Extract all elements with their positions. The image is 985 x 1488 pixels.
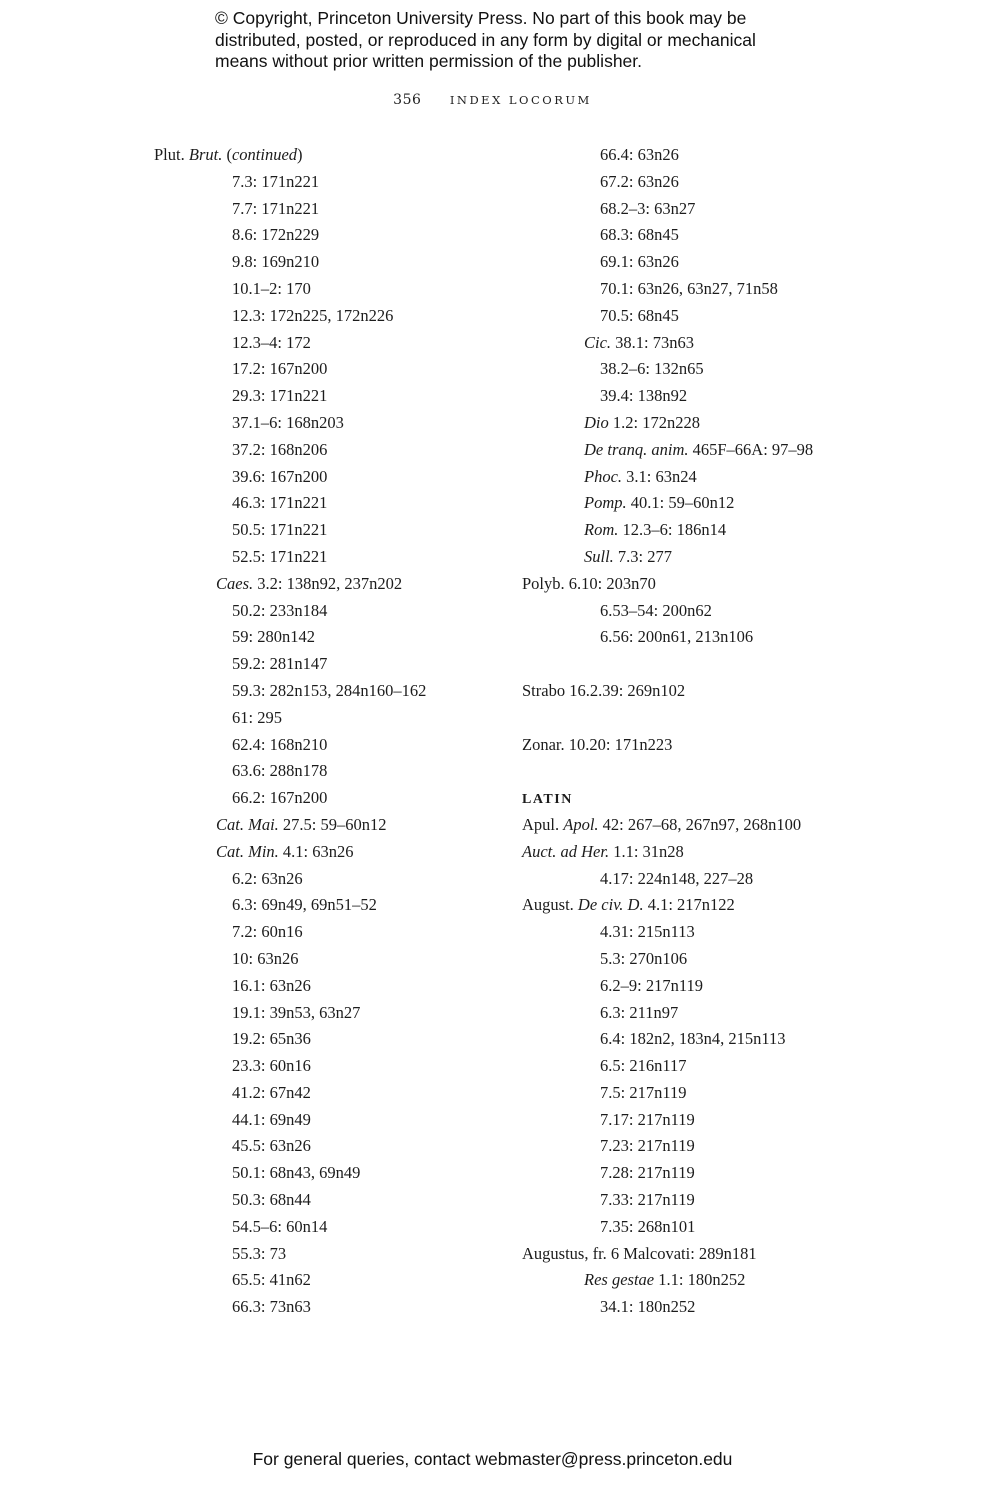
- entry-text: 59.2: 281n147: [232, 654, 328, 674]
- entry-text: 46.3: 171n221: [232, 493, 328, 513]
- work-title: Sull.: [584, 546, 614, 566]
- entry-text: 50.1: 68n43, 69n49: [232, 1163, 361, 1183]
- entry-text: 6.2: 63n26: [232, 868, 303, 888]
- index-entry: [522, 1000, 962, 1027]
- running-title: INDEX LOCORUM: [449, 93, 592, 107]
- entry-text: 70.5: 68n45: [600, 305, 679, 325]
- entry-text: 7.17: 217n119: [600, 1109, 695, 1129]
- entry-text: 61: 295: [232, 707, 282, 727]
- entry-spacer: [522, 651, 962, 678]
- entry-text: 8.6: 172n229: [232, 225, 320, 245]
- index-entry: [154, 169, 494, 196]
- index-entry: [522, 303, 962, 330]
- index-entry: [154, 1133, 494, 1160]
- entry-text: 54.5–6: 60n14: [232, 1216, 328, 1236]
- entry-text: August.: [522, 895, 578, 915]
- index-entry: [522, 1053, 962, 1080]
- entry-text: 68.3: 68n45: [600, 225, 679, 245]
- index-entry: [154, 383, 494, 410]
- entry-text: 55.3: 73: [232, 1243, 287, 1263]
- index-entry: [522, 1267, 962, 1294]
- index-entry: [154, 1080, 494, 1107]
- index-entry: [154, 1107, 494, 1134]
- entry-text: 66.4: 63n26: [600, 145, 679, 164]
- index-entry: [154, 410, 494, 437]
- index-entry: [154, 1160, 494, 1187]
- entry-text: 12.3: 172n225, 172n226: [232, 305, 394, 325]
- index-entry: [154, 1267, 494, 1294]
- entry-text: 12.3–4: 172: [232, 332, 311, 352]
- work-title: Pomp.: [584, 493, 627, 513]
- copyright-line: © Copyright, Princeton University Press. No part of this book may be: [215, 8, 747, 28]
- entry-text: 70.1: 63n26, 63n27, 71n58: [600, 278, 778, 298]
- index-entry: [522, 678, 962, 705]
- index-entry: [154, 544, 494, 571]
- entry-text: 4.31: 215n113: [600, 922, 695, 942]
- index-entry: [154, 571, 494, 598]
- index-column-right: [522, 142, 962, 1321]
- index-entry: [154, 598, 494, 625]
- entry-text: 6.5: 216n117: [600, 1056, 687, 1076]
- entry-text: 63.6: 288n178: [232, 761, 328, 781]
- index-entry: [154, 330, 494, 357]
- work-title: Dio: [584, 412, 609, 432]
- entry-text: 16.1: 63n26: [232, 975, 311, 995]
- entry-text: 52.5: 171n221: [232, 546, 328, 566]
- entry-text: 7.28: 217n119: [600, 1163, 695, 1183]
- entry-text: 6.2–9: 217n119: [600, 975, 703, 995]
- entry-text: 1.2: 172n228: [608, 412, 700, 432]
- entry-text: 4.17: 224n148, 227–28: [600, 868, 754, 888]
- index-entry: [154, 276, 494, 303]
- work-title: Caes.: [216, 573, 254, 593]
- index-entry: [154, 1000, 494, 1027]
- index-entry: [522, 1160, 962, 1187]
- entry-text: Zonar. 10.20: 171n223: [522, 734, 673, 754]
- copyright-notice: [215, 8, 815, 73]
- index-entry: [154, 705, 494, 732]
- work-title: Auct. ad Her.: [522, 841, 610, 861]
- index-entry: [522, 1080, 962, 1107]
- index-entry: [154, 196, 494, 223]
- index-entry: [522, 490, 962, 517]
- entry-text: 5.3: 270n106: [600, 948, 688, 968]
- index-entry: [154, 517, 494, 544]
- index-entry: [154, 973, 494, 1000]
- entry-text: 3.2: 138n92, 237n202: [253, 573, 403, 593]
- index-entry: [522, 1107, 962, 1134]
- entry-text: 39.4: 138n92: [600, 386, 688, 406]
- index-entry: [522, 410, 962, 437]
- entry-text: 19.2: 65n36: [232, 1029, 311, 1049]
- entry-text: 41.2: 67n42: [232, 1082, 311, 1102]
- index-entry: [522, 222, 962, 249]
- entry-text: Augustus, fr. 6 Malcovati: 289n181: [522, 1243, 757, 1263]
- index-entry: [522, 383, 962, 410]
- index-entry: [154, 490, 494, 517]
- entry-text: 66.3: 73n63: [232, 1297, 311, 1317]
- entry-text: 17.2: 167n200: [232, 359, 328, 379]
- index-entry: [154, 303, 494, 330]
- entry-text: 465F–66A: 97–98: [688, 439, 814, 459]
- index-entry: [522, 169, 962, 196]
- entry-text: (: [222, 145, 232, 164]
- entry-text: 59: 280n142: [232, 627, 315, 647]
- entry-text: 6.56: 200n61, 213n106: [600, 627, 754, 647]
- entry-text: 50.3: 68n44: [232, 1190, 311, 1210]
- entry-text: 10.1–2: 170: [232, 278, 311, 298]
- entry-text: 4.1: 217n122: [643, 895, 735, 915]
- index-entry: [154, 732, 494, 759]
- index-entry: [522, 1133, 962, 1160]
- index-entry: [522, 732, 962, 759]
- entry-text: 27.5: 59–60n12: [278, 814, 387, 834]
- work-title: Apol.: [563, 814, 599, 834]
- index-entry: [522, 598, 962, 625]
- index-entry: [522, 812, 962, 839]
- index-entry: [522, 1026, 962, 1053]
- work-title: Cat. Mai.: [216, 814, 279, 834]
- work-title: Phoc.: [584, 466, 623, 486]
- index-entry: [154, 1241, 494, 1268]
- entry-text: 38.1: 73n63: [611, 332, 695, 352]
- index-entry: [154, 946, 494, 973]
- entry-text: Polyb. 6.10: 203n70: [522, 573, 656, 593]
- entry-text: 37.2: 168n206: [232, 439, 328, 459]
- index-entry: [154, 866, 494, 893]
- section-heading: [522, 785, 962, 812]
- index-column-left: [154, 142, 494, 1321]
- index-entry: [522, 973, 962, 1000]
- index-entry: [522, 544, 962, 571]
- index-entry: [522, 356, 962, 383]
- running-head: [0, 92, 985, 108]
- entry-text: 38.2–6: 132n65: [600, 359, 704, 379]
- entry-text: 7.3: 171n221: [232, 171, 320, 191]
- entry-spacer: [522, 705, 962, 732]
- work-title: De tranq. anim.: [584, 439, 689, 459]
- index-entry: [522, 919, 962, 946]
- index-entry: [154, 758, 494, 785]
- entry-text: 67.2: 63n26: [600, 171, 679, 191]
- index-entry: [522, 249, 962, 276]
- index-entry: [154, 464, 494, 491]
- index-entry: [154, 1214, 494, 1241]
- work-title: Rom.: [584, 520, 619, 540]
- index-entry: [522, 142, 962, 169]
- entry-text: 7.2: 60n16: [232, 922, 303, 942]
- index-entry: [522, 946, 962, 973]
- entry-text: 6.3: 69n49, 69n51–52: [232, 895, 377, 915]
- entry-text: 1.1: 31n28: [609, 841, 684, 861]
- entry-text: 50.5: 171n221: [232, 520, 328, 540]
- index-entry: [154, 142, 494, 169]
- entry-text: 23.3: 60n16: [232, 1056, 311, 1076]
- entry-text: 69.1: 63n26: [600, 252, 679, 272]
- index-entry: [154, 785, 494, 812]
- index-entry: [522, 839, 962, 866]
- entry-text: Strabo 16.2.39: 269n102: [522, 680, 686, 700]
- index-entry: [154, 919, 494, 946]
- index-entry: [154, 249, 494, 276]
- work-title: continued: [231, 145, 298, 164]
- entry-text: 6.4: 182n2, 183n4, 215n113: [600, 1029, 786, 1049]
- index-entry: [522, 1187, 962, 1214]
- index-entry: [522, 196, 962, 223]
- entry-text: 68.2–3: 63n27: [600, 198, 696, 218]
- work-title: De civ. D.: [577, 895, 644, 915]
- index-entry: [154, 678, 494, 705]
- index-entry: [154, 839, 494, 866]
- entry-text: 7.35: 268n101: [600, 1216, 696, 1236]
- copyright-line: distributed, posted, or reproduced in any form by digital or mechanical: [215, 29, 756, 50]
- entry-text: ): [297, 145, 303, 164]
- index-entry: [154, 892, 494, 919]
- entry-text: 65.5: 41n62: [232, 1270, 311, 1290]
- index-entry: [522, 1241, 962, 1268]
- copyright-line: means without prior written permission of the publisher.: [215, 51, 643, 71]
- index-entry: [154, 1187, 494, 1214]
- entry-text: 12.3–6: 186n14: [618, 520, 727, 540]
- footer-contact: For general queries, contact webmaster@press.princeton.edu: [252, 1449, 733, 1469]
- index-entry: [522, 571, 962, 598]
- work-title: Cic.: [584, 332, 612, 352]
- index-entry: [522, 437, 962, 464]
- index-entry: [522, 464, 962, 491]
- entry-text: 39.6: 167n200: [232, 466, 328, 486]
- index-entry: [154, 651, 494, 678]
- index-entry: [522, 866, 962, 893]
- entry-text: 40.1: 59–60n12: [626, 493, 735, 513]
- entry-spacer: [522, 758, 962, 785]
- entry-text: 62.4: 168n210: [232, 734, 328, 754]
- entry-text: Plut.: [154, 145, 189, 164]
- index-entry: [522, 517, 962, 544]
- entry-text: 7.5: 217n119: [600, 1082, 687, 1102]
- index-entry: [522, 1294, 962, 1321]
- entry-text: 19.1: 39n53, 63n27: [232, 1002, 361, 1022]
- entry-text: 3.1: 63n24: [622, 466, 697, 486]
- entry-text: 34.1: 180n252: [600, 1297, 696, 1317]
- index-entry: [154, 812, 494, 839]
- index-entry: [522, 276, 962, 303]
- work-title: Brut.: [188, 145, 223, 164]
- entry-text: 45.5: 63n26: [232, 1136, 311, 1156]
- index-entry: [522, 330, 962, 357]
- index-entry: [154, 1026, 494, 1053]
- index-entry: [154, 437, 494, 464]
- entry-text: 10: 63n26: [232, 948, 299, 968]
- entry-text: 9.8: 169n210: [232, 252, 320, 272]
- index-entry: [522, 892, 962, 919]
- entry-text: 37.1–6: 168n203: [232, 412, 344, 432]
- entry-text: 29.3: 171n221: [232, 386, 328, 406]
- index-entry: [522, 624, 962, 651]
- index-entry: [154, 222, 494, 249]
- entry-text: 1.1: 180n252: [654, 1270, 746, 1290]
- index-entry: [154, 1294, 494, 1321]
- entry-text: 42: 267–68, 267n97, 268n100: [598, 814, 802, 834]
- entry-text: 7.33: 217n119: [600, 1190, 695, 1210]
- work-title: Res gestae: [584, 1270, 655, 1290]
- page-number: 356: [393, 92, 422, 108]
- index-entry: [154, 356, 494, 383]
- entry-text: 44.1: 69n49: [232, 1109, 311, 1129]
- section-heading-label: LATIN: [522, 792, 573, 808]
- entry-text: 50.2: 233n184: [232, 600, 328, 620]
- entry-text: 7.7: 171n221: [232, 198, 320, 218]
- index-entry: [522, 1214, 962, 1241]
- work-title: Cat. Min.: [216, 841, 279, 861]
- entry-text: 59.3: 282n153, 284n160–162: [232, 680, 427, 700]
- index-entry: [154, 624, 494, 651]
- entry-text: 4.1: 63n26: [278, 841, 354, 861]
- entry-text: 7.23: 217n119: [600, 1136, 695, 1156]
- index-entry: [154, 1053, 494, 1080]
- entry-text: 6.53–54: 200n62: [600, 600, 712, 620]
- entry-text: 6.3: 211n97: [600, 1002, 679, 1022]
- entry-text: 66.2: 167n200: [232, 788, 328, 808]
- entry-text: 7.3: 277: [613, 546, 673, 566]
- entry-text: Apul.: [522, 814, 564, 834]
